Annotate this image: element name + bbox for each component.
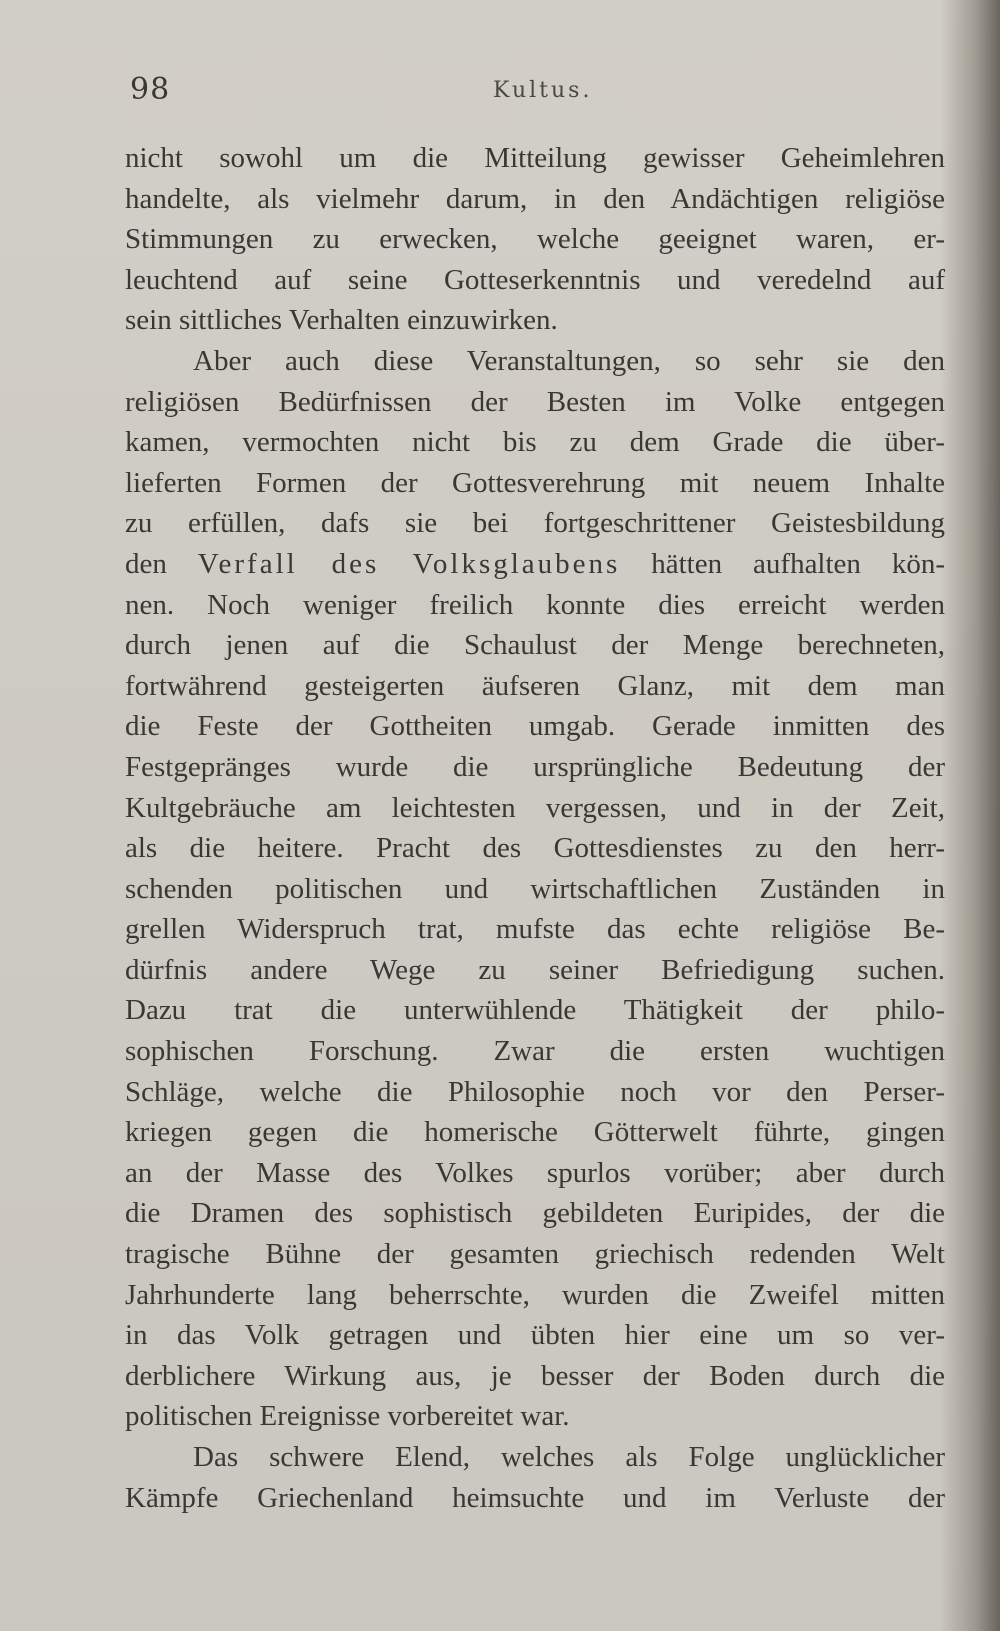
- text-line: als die heitere. Pracht des Gottesdienstes zu den herr-: [125, 832, 945, 865]
- text-line: Kämpfe Griechenland heimsuchte und im Verluste der: [125, 1481, 945, 1514]
- line-prefix: den: [125, 547, 198, 580]
- text-line: religiösen Bedürfnissen der Besten im Volke entgegen: [125, 385, 945, 418]
- text-line: handelte, als vielmehr darum, in den Andächtigen religiöse: [125, 182, 945, 215]
- text-line: an der Masse des Volkes spurlos vorüber; aber durch: [125, 1156, 945, 1189]
- text-line: Kultgebräuche am leichtesten vergessen, und in der Zeit,: [125, 791, 945, 824]
- text-line: schenden politischen und wirtschaftlichen Zuständen in: [125, 872, 945, 905]
- running-head: [130, 72, 610, 112]
- text-line: Stimmungen zu erwecken, welche geeignet waren, er-: [125, 223, 945, 256]
- text-line-emphasis: [125, 544, 945, 585]
- running-title: Kultus.: [493, 78, 593, 103]
- text-line: Festgepränges wurde die ursprüngliche Bedeutung der: [125, 750, 945, 783]
- text-line: die Dramen des sophistisch gebildeten Euripides, der die: [125, 1197, 945, 1230]
- text-line: Schläge, welche die Philosophie noch vor den Perser-: [125, 1075, 945, 1108]
- text-line: Jahrhunderte lang beherrschte, wurden die Zweifel mitten: [125, 1278, 945, 1311]
- text-line: nen. Noch weniger freilich konnte dies erreicht werden: [125, 588, 945, 621]
- text-line: Dazu trat die unterwühlende Thätigkeit der philo-: [125, 994, 945, 1027]
- paragraph-start-line: Aber auch diese Veranstaltungen, so sehr sie den: [193, 344, 945, 377]
- text-line: kamen, vermochten nicht bis zu dem Grade die über-: [125, 426, 945, 459]
- spaced-emphasis: Verfall des Volksglaubens: [197, 547, 621, 580]
- text-line: kriegen gegen die homerische Götterwelt führte, gingen: [125, 1116, 945, 1149]
- text-line: sophischen Forschung. Zwar die ersten wuchtigen: [125, 1035, 945, 1068]
- text-line: sein sittliches Verhalten einzuwirken.: [125, 304, 558, 337]
- body-text: [125, 138, 945, 1518]
- text-line: lieferten Formen der Gottesverehrung mit neuem Inhalte: [125, 466, 945, 499]
- line-suffix: hätten aufhalten kön-: [620, 547, 946, 580]
- text-line: dürfnis andere Wege zu seiner Befriedigung suchen.: [125, 953, 945, 986]
- page-number: 98: [130, 72, 171, 107]
- text-line: zu erfüllen, dafs sie bei fortgeschrittener Geistesbildung: [125, 507, 945, 540]
- paragraph-start-line: Das schwere Elend, welches als Folge unglücklicher: [193, 1441, 945, 1473]
- text-line: politischen Ereignisse vorbereitet war.: [125, 1400, 570, 1433]
- text-line: derblichere Wirkung aus, je besser der Boden durch die: [125, 1359, 945, 1392]
- text-line: fortwährend gesteigerten äufseren Glanz, mit dem man: [125, 669, 945, 702]
- text-line: tragische Bühne der gesamten griechisch redenden Welt: [125, 1238, 945, 1271]
- text-line: leuchtend auf seine Gotteserkenntnis und veredelnd auf: [125, 263, 945, 296]
- text-line: durch jenen auf die Schaulust der Menge berechneten,: [125, 629, 945, 662]
- text-line: grellen Widerspruch trat, mufste das echte religiöse Be-: [125, 913, 945, 946]
- text-line: in das Volk getragen und übten hier eine um so ver-: [125, 1319, 945, 1352]
- text-line: die Feste der Gottheiten umgab. Gerade inmitten des: [125, 710, 945, 743]
- text-line: nicht sowohl um die Mitteilung gewisser Geheimlehren: [125, 142, 945, 174]
